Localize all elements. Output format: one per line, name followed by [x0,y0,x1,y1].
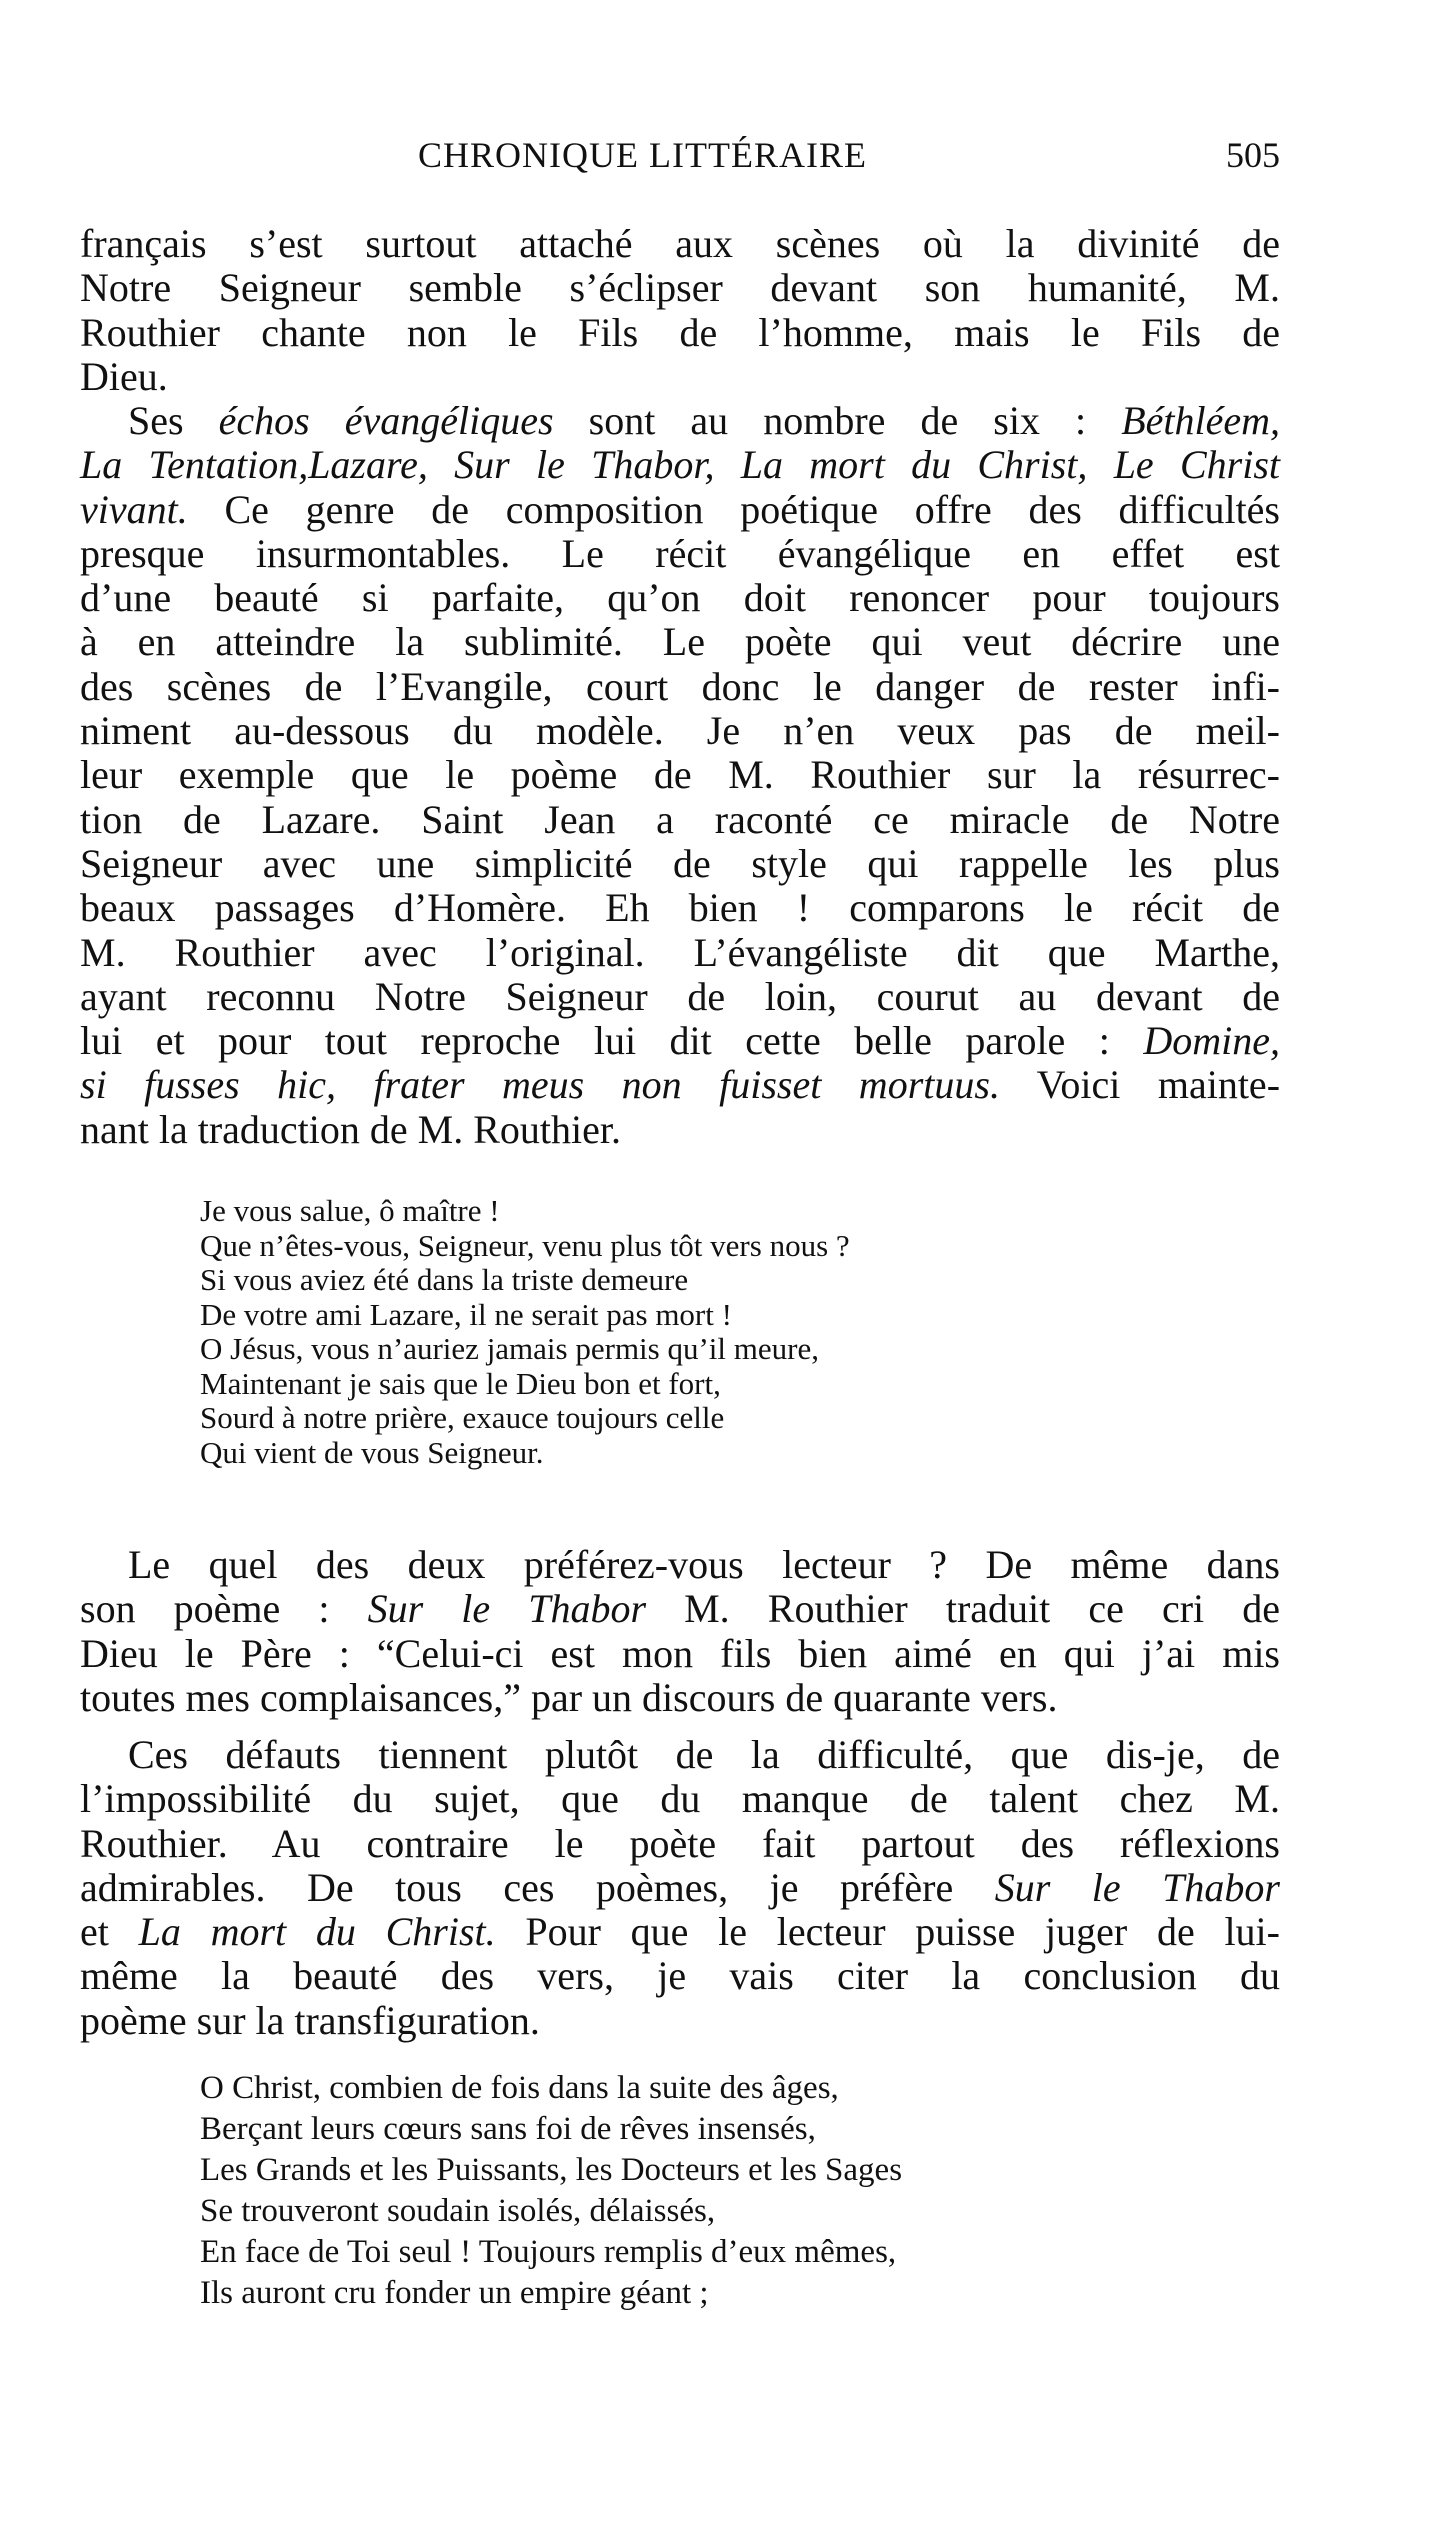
text-run: son poème : [80,1586,368,1632]
text-line [80,1866,1280,1910]
text-line: Notre Seigneur semble s’éclipser devant son humanité, M. [80,265,1280,311]
text-line: leur exemple que le poème de M. Routhier sur la résurrec- [80,752,1280,798]
text-run: lui et pour tout reproche lui dit cette belle parole : [80,1018,1144,1064]
text-line: même la beauté des vers, je vais citer la conclusion du [80,1953,1280,1999]
italic-title: Sur le Thabor [994,1864,1280,1910]
page-number: 505 [1226,135,1280,175]
verse-line: Ils auront cru fonder un empire géant ; [200,2275,709,2311]
paragraph-3 [80,1543,1280,1720]
verse-line: Qui vient de vous Seigneur. [200,1434,544,1470]
italic-title: La Tentation,Lazare, Sur le Thabor, La mort du Christ, Le Christ [80,442,1280,488]
text-line: Routhier chante non le Fils de l’homme, mais le Fils de [80,309,1280,355]
text-line: à en atteindre la sublimité. Le poète qui veut décrire une [80,619,1280,665]
verse-line: Je vous salue, ô maître ! [200,1193,500,1228]
paragraph-1 [80,222,1280,399]
text-run: et [80,1909,139,1955]
verse-line: En face de Toi seul ! Toujours remplis d’eux mêmes, [200,2234,897,2270]
text-run: Voici mainte- [999,1062,1281,1108]
text-line: d’une beauté si parfaite, qu’on doit renoncer pour toujours [80,575,1280,621]
text-line: poème sur la transfiguration. [80,1997,540,2043]
text-run: M. Routhier traduit ce cri de [646,1586,1280,1632]
text-line [80,1063,1280,1107]
verse-quote-2 [200,2068,1200,2314]
text-run: Ses [128,398,219,443]
italic-title: La mort du Christ. [138,1909,496,1955]
verse-line: Maintenant je sais que le Dieu bon et fort, [200,1365,721,1401]
verse-line: Sourd à notre prière, exauce toujours celle [200,1400,725,1435]
text-line: Routhier. Au contraire le poète fait partout des réflexions [80,1820,1280,1866]
paragraph-2 [80,399,1280,1152]
text-run: admirables. De tous ces poèmes, je préfère [80,1864,995,1910]
italic-title: vivant. [80,486,188,532]
text-line [80,399,1280,443]
italic-title: Sur le Thabor [367,1586,647,1632]
text-line: Seigneur avec une simplicité de style qui rappelle les plus [80,840,1280,886]
verse-line: Se trouveront soudain isolés, délaissés, [200,2193,716,2229]
running-title: CHRONIQUE LITTÉRAIRE [418,135,867,175]
text-line: tion de Lazare. Saint Jean a raconté ce miracle de Notre [80,796,1280,842]
text-line: beaux passages d’Homère. Eh bien ! comparons le récit de [80,885,1280,931]
italic-title: échos évangéliques [218,398,554,443]
verse-line: Berçant leurs cœurs sans foi de rêves insensés, [200,2111,816,2147]
text-line [80,1910,1280,1954]
text-line: français s’est surtout attaché aux scènes où la divinité de [80,221,1280,266]
verse-line: Les Grands et les Puissants, les Docteurs et les Sages [200,2152,903,2188]
paragraph-4 [80,1733,1280,2043]
text-line: Ces défauts tiennent plutôt de la difficulté, que dis-je, de [128,1732,1280,1777]
text-line [80,1019,1280,1063]
verse-line: De votre ami Lazare, il ne serait pas mort ! [200,1296,732,1332]
text-run: Ce genre de composition poétique offre des difficultés [187,486,1280,532]
page-header [80,134,1280,184]
text-line: nant la traduction de M. Routhier. [80,1106,621,1152]
text-line: ayant reconnu Notre Seigneur de loin, courut au devant de [80,973,1280,1019]
text-line [80,443,1280,487]
italic-quote: Domine, [1143,1018,1280,1064]
verse-quote-1 [200,1194,1100,1470]
text-line: Le quel des deux préférez-vous lecteur ? De même dans [128,1542,1280,1587]
text-run: sont au nombre de six : [553,398,1122,443]
text-run: Pour que le lecteur puisse juger de lui- [495,1909,1280,1955]
text-line: Dieu le Père : “Celui-ci est mon fils bien aimé en qui j’ai mis [80,1630,1280,1676]
text-line: toutes mes complaisances,” par un discours de quarante vers. [80,1674,1058,1720]
verse-line: O Jésus, vous n’auriez jamais permis qu’il meure, [200,1331,819,1366]
verse-line: Si vous aviez été dans la triste demeure [200,1262,689,1297]
text-line [80,1587,1280,1631]
text-line [80,488,1280,532]
text-line: M. Routhier avec l’original. L’évangéliste dit que Marthe, [80,929,1280,975]
italic-title: Béthléem, [1121,398,1280,443]
verse-line: O Christ, combien de fois dans la suite des âges, [200,2070,839,2106]
text-line: Dieu. [80,353,168,399]
text-line: niment au-dessous du modèle. Je n’en veux pas de meil- [80,708,1280,754]
text-line: des scènes de l’Evangile, court donc le danger de rester infi- [80,663,1280,709]
text-line: presque insurmontables. Le récit évangélique en effet est [80,530,1280,576]
verse-line: Que n’êtes-vous, Seigneur, venu plus tôt vers nous ? [200,1227,850,1263]
italic-quote: si fusses hic, frater meus non fuisset mortuus. [80,1062,1000,1108]
text-line: l’impossibilité du sujet, que du manque de talent chez M. [80,1776,1280,1822]
